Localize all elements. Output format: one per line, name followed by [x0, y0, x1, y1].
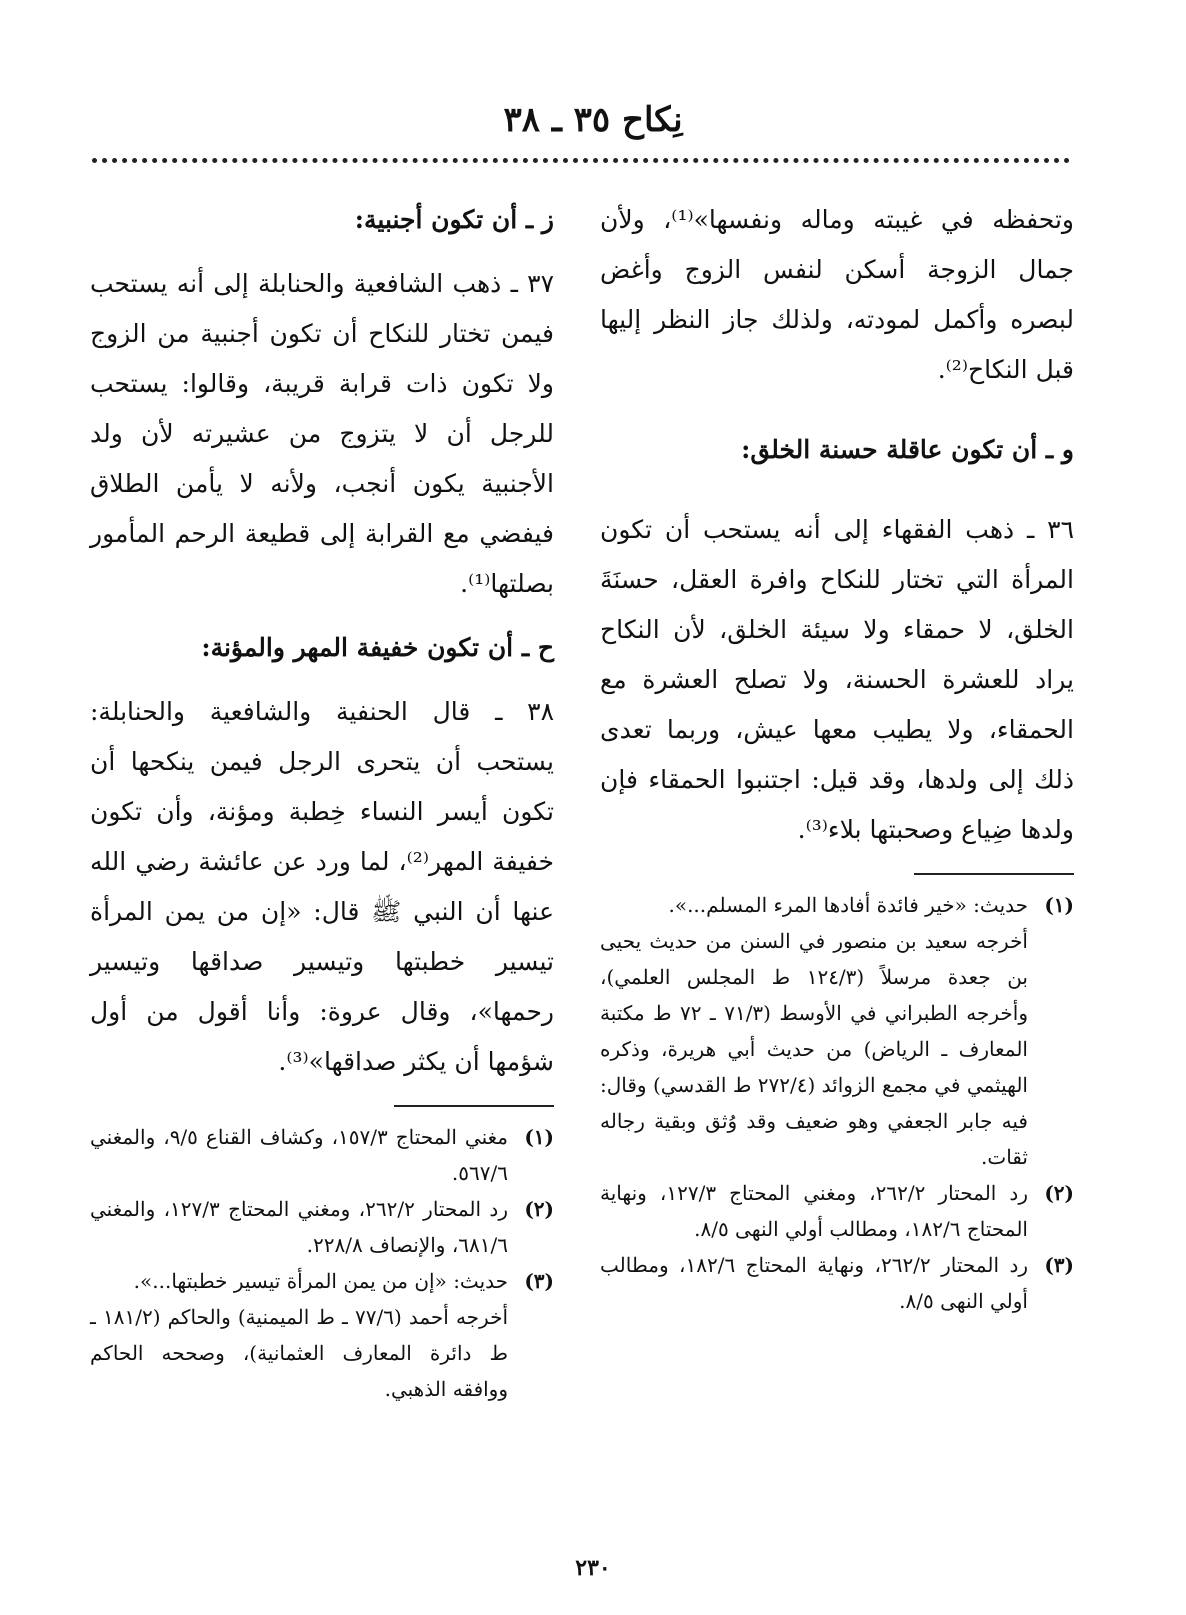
- paragraph-38: ٣٨ ـ قال الحنفية والشافعية والحنابلة: يستحب أن يتحرى الرجل فيمن ينكحها أن تكون أيسر النساء خِطبة ومؤنة، وأن تكون خفيفة المهر⁽²⁾، لما ورد عن عائشة رضي الله عنها أن النبي ﷺ قال: «إن من يمن المرأة تيسير خطبتها وتيسير صداقها وتيسير رحمها»، وقال عروة: وأنا أقول من أول شؤمها أن يكثر صداقها»⁽³⁾.: [90, 697, 554, 1076]
- intro-paragraph: وتحفظه في غيبته وماله ونفسها»⁽¹⁾، ولأن جمال الزوجة أسكن لنفس الزوج وأغض لبصره وأكمل لمودته، ولذلك جاز النظر إليها قبل النكاح⁽²⁾.: [600, 205, 1074, 384]
- footnote-continuation: أخرجه أحمد (٧٧/٦ ـ ط الميمنية) والحاكم (١٨١/٢ ـ ط دائرة المعارف العثمانية)، وصححه الحاكم ووافقه الذهبي.: [90, 1305, 509, 1401]
- footnote-text: رد المحتار ٢٦٢/٢، ومغني المحتاج ١٢٧/٣، ونهاية المحتاج ١٨٢/٦، ومطالب أولي النهى ٨/٥.: [600, 1181, 1028, 1241]
- footnote: [600, 887, 1074, 923]
- footnote: [90, 1191, 554, 1263]
- paragraph-36: ٣٦ ـ ذهب الفقهاء إلى أنه يستحب أن تكون المرأة التي تختار للنكاح وافرة العقل، حسنَةَ الخلق، لا حمقاء ولا سيئة الخلق، لأن النكاح يراد للعشرة الحسنة، ولا تصلح العشرة مع الحمقاء، ولا يطيب معها عيش، وربما تعدى ذلك إلى ولدها، وقد قيل: اجتنبوا الحمقاء فإن ولدها ضِياع وصحبتها بلاء⁽³⁾.: [600, 515, 1074, 844]
- left-column: [90, 195, 554, 1407]
- footnote: [90, 1263, 554, 1299]
- footnote-text: رد المحتار ٢٦٢/٢، ونهاية المحتاج ١٨٢/٦، ومطالب أولي النهى ٨/٥.: [600, 1253, 1029, 1313]
- footnote-number: (١): [524, 1125, 554, 1149]
- page-header-title: نِكاح ٣٥ ـ ٣٨: [503, 100, 683, 140]
- footnote-number: (٢): [524, 1197, 554, 1221]
- section-heading-zay: ز ـ أن تكون أجنبية:: [354, 205, 554, 234]
- header-dotted-rule: [92, 158, 1070, 163]
- paragraph-37: ٣٧ ـ ذهب الشافعية والحنابلة إلى أنه يستحب فيمن تختار للنكاح أن تكون أجنبية من الزوج ولا تكون ذات قرابة قريبة، وقالوا: يستحب للرجل أن لا يتزوج من عشيرته لأن ولد الأجنبية يكون أنجب، ولأنه لا يأمن الطلاق فيفضي مع القرابة إلى قطيعة الرحم المأمور بصلتها⁽¹⁾.: [90, 269, 554, 598]
- footnote-continuation: أخرجه سعيد بن منصور في السنن من حديث يحيى بن جعدة مرسلاً (١٢٤/٣ ط المجلس العلمي)، وأخرجه الطبراني في الأوسط (٧١/٣ ـ ٧٢ ط مكتبة المعارف ـ الرياض) من حديث أبي هريرة، وذكره الهيثمي في مجمع الزوائد (٢٧٢/٤ ط القدسي) وقال: فيه جابر الجعفي وهو ضعيف وقد وُثق وبقية رجاله ثقات.: [600, 929, 1028, 1169]
- footnote: [600, 1247, 1074, 1319]
- footnote: [600, 1175, 1074, 1247]
- page-number: ٢٣٠: [575, 1555, 611, 1581]
- footnote-text: حديث: «إن من يمن المرأة تيسير خطبتها...».: [133, 1269, 508, 1293]
- footnote-separator: [914, 873, 1074, 875]
- footnote-separator: [394, 1105, 554, 1107]
- footnote-number: (١): [1044, 893, 1074, 917]
- footnote-text: مغني المحتاج ١٥٧/٣، وكشاف القناع ٩/٥، والمغني ٥٦٧/٦.: [90, 1125, 508, 1185]
- footnote: [90, 1119, 554, 1191]
- footnote-number: (٢): [1044, 1181, 1074, 1205]
- section-heading-waw: و ـ أن تكون عاقلة حسنة الخلق:: [741, 435, 1074, 464]
- footnote-number: (٣): [524, 1269, 554, 1293]
- footnote-text: رد المحتار ٢٦٢/٢، ومغني المحتاج ١٢٧/٣، والمغني ٦٨١/٦، والإنصاف ٢٢٨/٨.: [90, 1197, 508, 1257]
- footnote-number: (٣): [1044, 1253, 1074, 1277]
- section-heading-ha: ح ـ أن تكون خفيفة المهر والمؤنة:: [201, 633, 554, 662]
- right-column: [600, 195, 1074, 1319]
- footnote-text: حديث: «خير فائدة أفادها المرء المسلم...».: [668, 893, 1028, 917]
